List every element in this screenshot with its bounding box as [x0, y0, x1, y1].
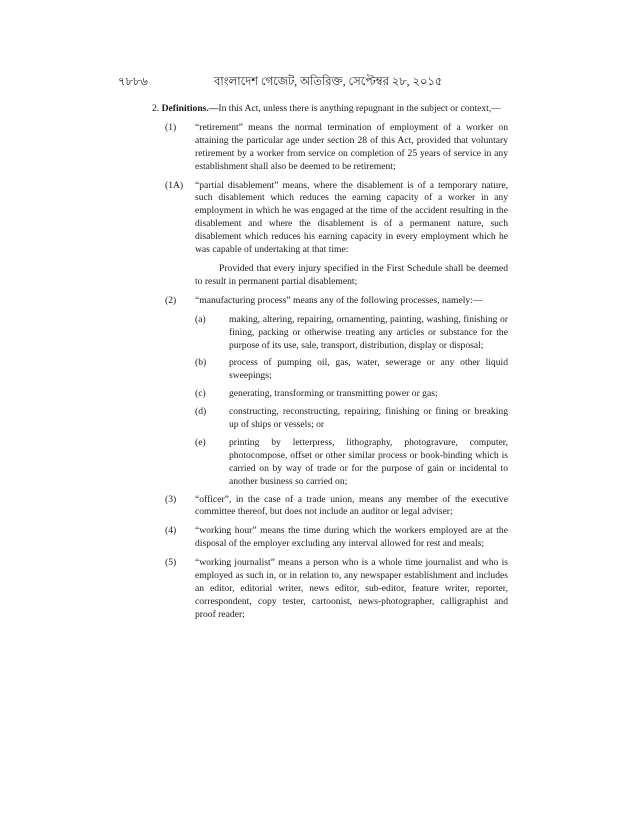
proviso-text: Provided that every injury specified in the First Schedule shall be deemed to result in permanent partial disablement; — [195, 262, 508, 287]
item-text: “manufacturing process” means any of the following processes, namely:— — [195, 294, 483, 306]
section-dash: — — [208, 103, 219, 114]
sub-item — [118, 388, 508, 401]
section-intro — [118, 103, 508, 116]
sub-item-number: (e) — [195, 436, 206, 448]
gazette-title: বাংলাদেশ গেজেট, অতিরিক্ত, সেপ্টেম্বর ২৮, ২০১৫ — [214, 76, 443, 88]
sub-item-text: process of pumping oil, gas, water, sewerage or any other liquid sweepings; — [229, 357, 508, 382]
definition-item — [118, 295, 508, 308]
sub-item — [118, 406, 508, 432]
definition-item — [118, 557, 508, 622]
item-number: (4) — [165, 525, 177, 537]
page-number: ৭৮৮৬ — [118, 76, 148, 88]
section-intro-text: In this Act, unless there is anything repugnant in the subject or context,— — [218, 103, 501, 114]
item-number: (5) — [165, 557, 177, 569]
item-text: “officer”, in the case of a trade union, means any member of the executive committee thereof, but does not include an auditor or legal adviser; — [195, 493, 508, 518]
item-number: (1A) — [165, 179, 184, 191]
sub-item-number: (d) — [195, 406, 207, 418]
item-text: “working hour” means the time during which the workers employed are at the disposal of the employer excluding any interval allowed for rest and meals; — [195, 525, 508, 550]
definition-item — [118, 525, 508, 551]
section-number: 2. — [152, 103, 160, 114]
sub-item — [118, 314, 508, 353]
item-number: (1) — [165, 121, 177, 133]
item-number: (3) — [165, 493, 177, 505]
sub-item-text: making, altering, repairing, ornamenting, painting, washing, finishing or fining, packing or otherwise treating any articles or substance for the purpose of its use, sale, transport, distribution, display or disposal; — [229, 313, 508, 351]
sub-item-number: (c) — [195, 388, 206, 400]
sub-item — [118, 437, 508, 489]
sub-item — [118, 357, 508, 383]
item-text: “partial disablement” means, where the disablement is of a temporary nature, such disablement which reduces the earning capacity of a worker in any employment in which he was engaged at the time of the accident resulting in the disablement and where the disablement is of a permanent nature, such disablement which reduces his earning capacity in every employment which he was capable of undertaking at that time: — [195, 179, 508, 256]
sub-item-text: constructing, reconstructing, repairing, finishing or fining or breaking up of ships or vessels; or — [229, 406, 508, 431]
sub-item-text: printing by letterpress, lithography, photogravure, computer, photocompose, offset or other similar process or book-binding which is carried on by way of trade or for the purpose of gain or incidental to another business so carried on; — [229, 436, 508, 487]
item-text: “working journalist” means a person who is a whole time journalist and who is employed as such in, or in relation to, any newspaper establishment and includes an editor, editorial writer, news editor, sub-editor, feature writer, reporter, correspondent, copy tester, cartoonist, news-photographer, calligraphist and proof reader; — [195, 557, 508, 620]
sub-item-number: (b) — [195, 357, 207, 369]
sub-item-number: (a) — [195, 313, 206, 325]
definition-item — [118, 180, 508, 257]
page-header — [118, 73, 518, 91]
sub-item-text: generating, transforming or transmitting power or gas; — [229, 388, 438, 400]
definition-item — [118, 494, 508, 520]
item-number: (2) — [165, 294, 177, 306]
section-heading: Definitions. — [161, 103, 209, 114]
item-text: “retirement” means the normal termination of employment of a worker on attaining the particular age under section 28 of this Act, provided that voluntary retirement by a worker from service on completion of 25 years of service in any establishment shall also be deemed to be retirement; — [195, 121, 508, 172]
definition-item — [118, 122, 508, 174]
document-body — [118, 103, 508, 628]
